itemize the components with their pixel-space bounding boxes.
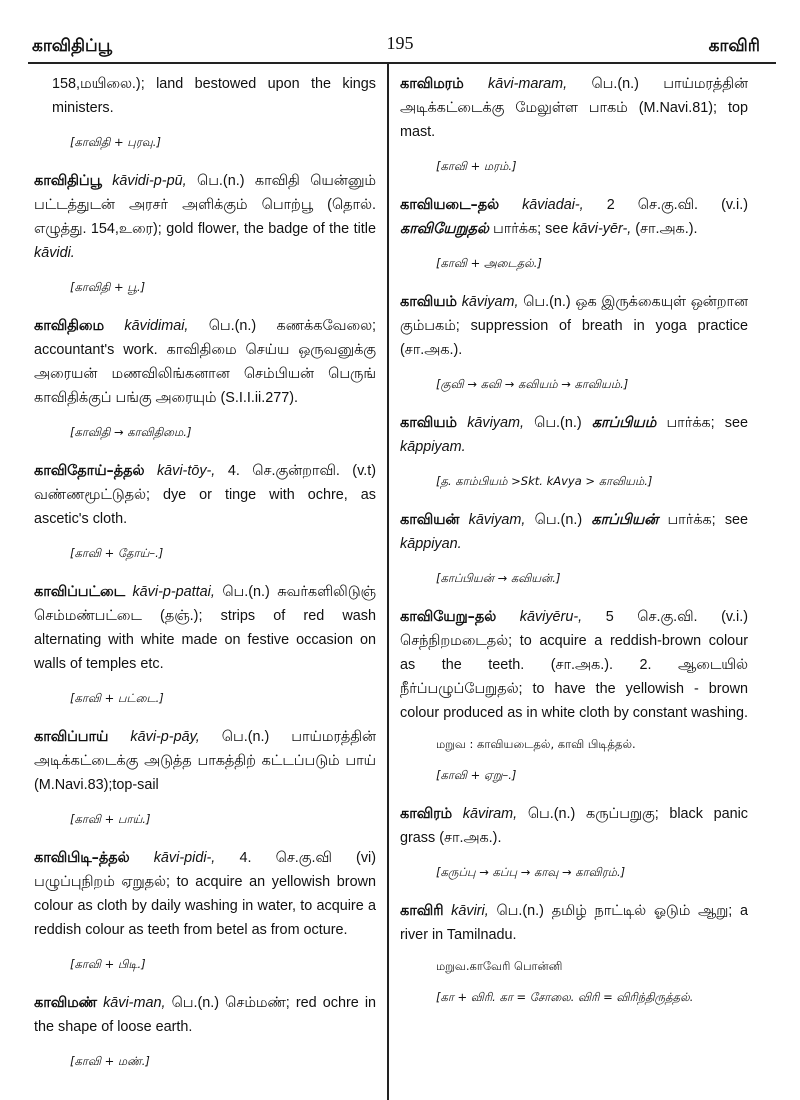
- right-column: [400, 72, 748, 1024]
- entry-etymology: [காவி + பட்டை.]: [70, 691, 164, 705]
- entry-headword: காவிதிமை: [34, 318, 105, 334]
- entry-headword: காவிமரம்: [400, 76, 464, 92]
- entry-transliteration: kāviyēru-,: [519, 609, 583, 625]
- entry-etymology: [காப்பியன் → கவியன்.]: [436, 571, 561, 585]
- entry-headword: காவியடை–தல்: [400, 197, 500, 213]
- entry-text: [400, 508, 748, 556]
- entry-headword: காவிபிடி–த்தல்: [34, 850, 130, 866]
- entry-definition: பெ.(n.): [534, 415, 582, 431]
- page-header: [0, 0, 800, 60]
- entry-text: [400, 193, 748, 241]
- entry-definition: 2 செ.கு.வி. (v.i.): [606, 197, 749, 213]
- dictionary-entry: [400, 605, 748, 784]
- entry-transliteration: kāvi-p-pāy,: [130, 729, 200, 745]
- dictionary-entry: [34, 991, 376, 1070]
- dictionary-entry: [34, 846, 376, 973]
- entry-text: [400, 290, 748, 362]
- entry-definition: பெ.(n.) செம்மண்; red ochre in the shape of loose earth.: [34, 995, 377, 1035]
- entry-text: [400, 899, 748, 947]
- entry-transliteration: kāvi-man,: [103, 995, 166, 1011]
- entry-etymology: [காவி + தோய்–.]: [70, 546, 164, 560]
- entry-etymology: [காவி + அடைதல்.]: [436, 256, 542, 270]
- entry-etymology: [கா + விரி. கா = சோலை. விரி = விரிந்திருத்தல்.: [436, 990, 694, 1004]
- entry-cross-reference-translit: kāppiyam.: [400, 439, 466, 455]
- dictionary-entry: [34, 580, 376, 707]
- dictionary-entry: [400, 411, 748, 490]
- entry-cross-reference-translit: kāppiyan.: [400, 536, 462, 552]
- entry-text: [400, 605, 748, 725]
- entry-definition: 4. செ.குன்றாவி. (v.t) வண்ணமூட்டுதல்; dye or tinge with ochre, as ascetic's cloth.: [34, 463, 377, 527]
- entry-definition: 5 செ.கு.வி. (v.i.) செந்நிறமடைதல்; to acquire a reddish-brown colour as the teeth. (சா.அக.). 2. ஆடையில் நீர்ப்பழுப்பேறுதல்; to have the yellowish - brown colour produced as in white cloth by constant washing.: [400, 609, 748, 721]
- entry-cross-reference: காப்பியம்: [591, 415, 657, 431]
- entry-etymology: [காவி + பாய்.]: [70, 812, 151, 826]
- entry-transliteration: kāviyam,: [467, 415, 524, 431]
- entry-definition: பெ.(n.) பாய்மரத்தின் அடிக்கட்டைக்கு மேலுள்ள பாகம் (M.Navi.81); top mast.: [400, 76, 748, 140]
- entry-headword: காவிரி: [400, 903, 444, 919]
- entry-etymology: [கருப்பு → கப்பு → காவு → காவிரம்.]: [436, 865, 626, 879]
- entry-definition-see: பார்க்க; see: [493, 221, 569, 237]
- entry-definition: பெ.(n.) தமிழ் நாட்டில் ஓடும் ஆறு; a river in Tamilnadu.: [400, 903, 749, 943]
- dictionary-entry: [34, 725, 376, 828]
- dictionary-entry: [34, 459, 376, 562]
- entry-headword: காவியேறு–தல்: [400, 609, 497, 625]
- entry-cross-reference-translit: kāvi-yēr-,: [572, 221, 632, 237]
- entry-etymology: [காவி + ஏறு–.]: [436, 768, 517, 782]
- entry-headword: காவியம்: [400, 415, 458, 431]
- entry-text: [34, 169, 376, 265]
- entry-transliteration: kāvi-maram,: [488, 76, 568, 92]
- entry-definition: பெ.(n.) காவிதி யென்னும் பட்டத்துடன் அரசர் அளிக்கும் பொற்பூ (தொல். எழுத்து. 154,உரை); gold flower, the badge of the title: [34, 173, 376, 237]
- entry-etymology: [காவிதி + பூ.]: [70, 280, 146, 294]
- entry-text: [34, 459, 376, 531]
- entry-headword: காவிப்பாய்: [34, 729, 109, 745]
- entry-continuation: 158,மயிலை.); land bestowed upon the kings ministers.: [52, 76, 376, 116]
- dictionary-entry: [400, 802, 748, 881]
- entry-text: [34, 725, 376, 797]
- entry-headword: காவிதோய்–த்தல்: [34, 463, 145, 479]
- dictionary-entry: [400, 290, 748, 393]
- entry-text: [400, 802, 748, 850]
- entry-etymology: [த. காம்பியம் >Skt. kAvya > காவியம்.]: [436, 474, 653, 488]
- header-left-guide-word: காவிதிப்பூ: [32, 36, 113, 56]
- entry-definition: பெ.(n.) பாய்மரத்தின் அடிக்கட்டைக்கு அடுத்த பாகத்திற் கட்டப்படும் பாய் (M.Navi.83);top-sail: [34, 729, 377, 793]
- entry-transliteration: kāvidimai,: [124, 318, 189, 334]
- entry-text: [400, 72, 748, 144]
- entry-text: [400, 411, 748, 459]
- entry-definition: பெ.(n.) கருப்பறுகு; black panic grass (சா.அக.).: [400, 806, 749, 846]
- entry-text: [34, 991, 376, 1039]
- entry-transliteration: kāvi-p-pattai,: [132, 584, 215, 600]
- entry-transliteration: kāvi-tōy-,: [156, 463, 216, 479]
- entry-etymology: [காவி + பிடி.]: [70, 957, 146, 971]
- header-rule: [28, 62, 776, 64]
- entry-cross-reference: காவியேறுதல்: [400, 221, 489, 237]
- dictionary-entry: [34, 314, 376, 441]
- entry-variant-note: மறுவ.காவேரி பொன்னி: [436, 959, 563, 973]
- entry-transliteration: kāviyam,: [461, 294, 519, 310]
- entry-definition-italic: kāvidi.: [34, 245, 75, 261]
- column-divider: [387, 64, 389, 1100]
- entry-headword: காவியம்: [400, 294, 458, 310]
- entry-etymology: [காவிதி → காவிதிமை.]: [70, 425, 192, 439]
- entry-transliteration: kāviram,: [462, 806, 518, 822]
- entry-headword: காவிமண்: [34, 995, 97, 1011]
- entry-definition-tail: (சா.அக.).: [635, 221, 698, 237]
- dictionary-entry: [34, 72, 376, 151]
- entry-headword: காவியன்: [400, 512, 460, 528]
- entry-definition: பெ.(n.) கணக்கவேலை; accountant's work. காவிதிமை செய்ய ஒருவனுக்கு அரையன் மணவிலிங்கனான செம்பியன் பெருங் காவிதிக்குப் பங்கு அரையும் (S.I.I.ii.277).: [34, 318, 377, 406]
- entry-definition-see: பார்க்க; see: [666, 415, 748, 431]
- page-number: 195: [386, 33, 414, 53]
- entry-text: [34, 846, 376, 942]
- entry-definition: பெ.(n.): [534, 512, 583, 528]
- dictionary-entry: [400, 72, 748, 175]
- entry-variant-note: மறுவ : காவியடைதல், காவி பிடித்தல்.: [436, 737, 636, 751]
- entry-text: [34, 314, 376, 410]
- entry-definition-see: பார்க்க; see: [667, 512, 749, 528]
- left-column: [34, 72, 376, 1088]
- entry-etymology: [காவிதி + புரவு.]: [70, 135, 161, 149]
- entry-transliteration: kāvidi-p-pū,: [112, 173, 187, 189]
- entry-headword: காவிப்பட்டை: [34, 584, 126, 600]
- dictionary-entry: [400, 508, 748, 587]
- entry-definition: பெ.(n.) ஒக இருக்கையுள் ஒன்றான கும்பகம்; suppression of breath in yoga practice (சா.அக.).: [400, 294, 749, 358]
- entry-headword: காவிதிப்பூ: [34, 173, 102, 189]
- entry-cross-reference: காப்பியன்: [591, 512, 659, 528]
- dictionary-entry: [400, 193, 748, 272]
- entry-text: [34, 580, 376, 676]
- entry-definition: பெ.(n.) சுவர்களிலிடுஞ் செம்மண்பட்டை (தஞ்.); strips of red wash alternating with white made on festive occasion on walls of temples etc.: [34, 584, 376, 672]
- entry-transliteration: kāviri,: [451, 903, 489, 919]
- entry-etymology: [குவி → கவி → கவியம் → காவியம்.]: [436, 377, 629, 391]
- entry-etymology: [காவி + மண்.]: [70, 1054, 150, 1068]
- entry-transliteration: kāviyam,: [468, 512, 526, 528]
- entry-etymology: [காவி + மரம்.]: [436, 159, 517, 173]
- dictionary-entry: [400, 899, 748, 1006]
- entry-transliteration: kāvi-pidi-,: [153, 850, 216, 866]
- header-right-guide-word: காவிரி: [708, 36, 760, 56]
- entry-headword: காவிரம்: [400, 806, 453, 822]
- dictionary-entry: [34, 169, 376, 296]
- entry-transliteration: kāviadai-,: [522, 197, 584, 213]
- entry-definition: 4. செ.கு.வி (vi) பழுப்புநிறம் ஏறுதல்; to acquire an yellowish brown colour as cloth by daily washing in water, to acquire a reddish colour as teeth from betel as from octure.: [34, 850, 376, 938]
